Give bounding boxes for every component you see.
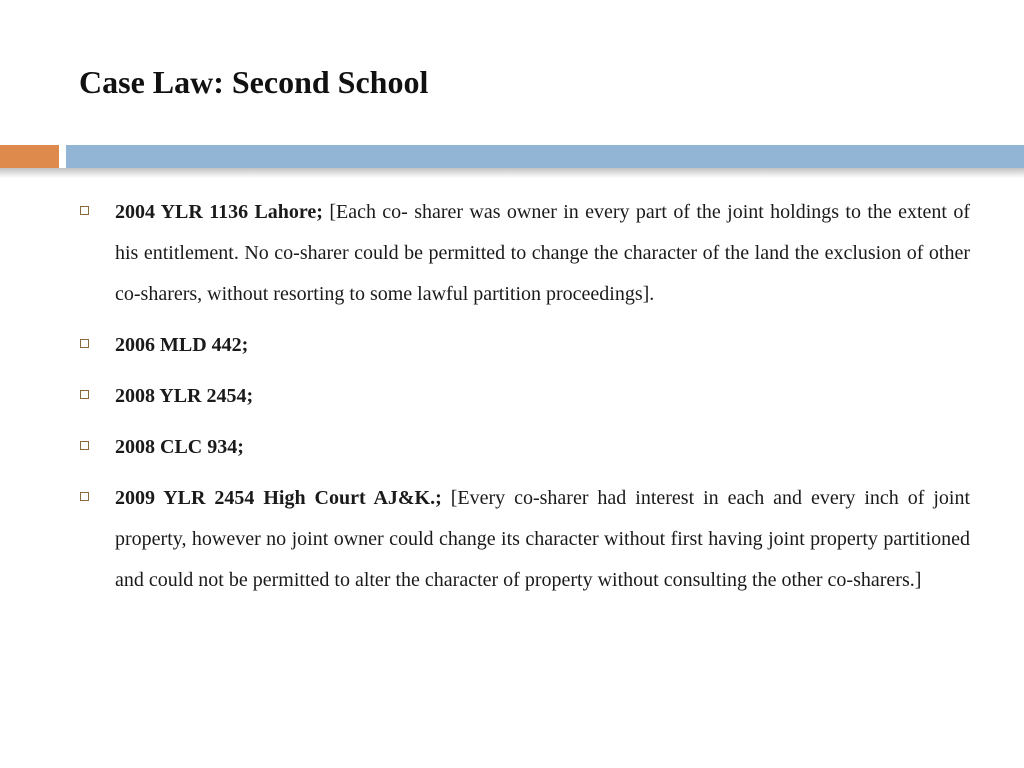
hollow-square-bullet-icon bbox=[80, 441, 89, 450]
hollow-square-bullet-icon bbox=[80, 339, 89, 348]
header-band-orange bbox=[0, 145, 59, 168]
case-summary: [Every co-sharer had interest in each and every inch of joint property, however no joint owner could change its character without first having joint property partitioned and could not be permitted to alter the character of property without consulting the other co-sharers.] bbox=[115, 487, 970, 591]
header-band-gap bbox=[59, 145, 66, 168]
hollow-square-bullet-icon bbox=[80, 206, 89, 215]
list-item bbox=[77, 427, 970, 468]
list-item bbox=[77, 192, 970, 315]
list-item bbox=[77, 376, 970, 417]
list-item bbox=[77, 478, 970, 601]
case-citation: 2009 YLR 2454 High Court AJ&K.; bbox=[115, 487, 442, 509]
case-summary: [Each co- sharer was owner in every part of the joint holdings to the extent of his entitlement. No co-sharer could be permitted to change the character of the land the exclusion of other co-sharers, without resorting to some lawful partition proceedings]. bbox=[115, 201, 970, 305]
header-band-shadow bbox=[0, 168, 1024, 178]
slide-title: Case Law: Second School bbox=[79, 64, 429, 100]
hollow-square-bullet-icon bbox=[80, 390, 89, 399]
header-band-blue bbox=[66, 145, 1024, 168]
list-item bbox=[77, 325, 970, 366]
hollow-square-bullet-icon bbox=[80, 492, 89, 501]
bullet-list bbox=[77, 192, 970, 611]
case-citation: 2008 CLC 934; bbox=[115, 436, 244, 458]
case-citation: 2008 YLR 2454; bbox=[115, 385, 254, 407]
case-citation: 2006 MLD 442; bbox=[115, 334, 249, 356]
case-citation: 2004 YLR 1136 Lahore; bbox=[115, 201, 323, 223]
